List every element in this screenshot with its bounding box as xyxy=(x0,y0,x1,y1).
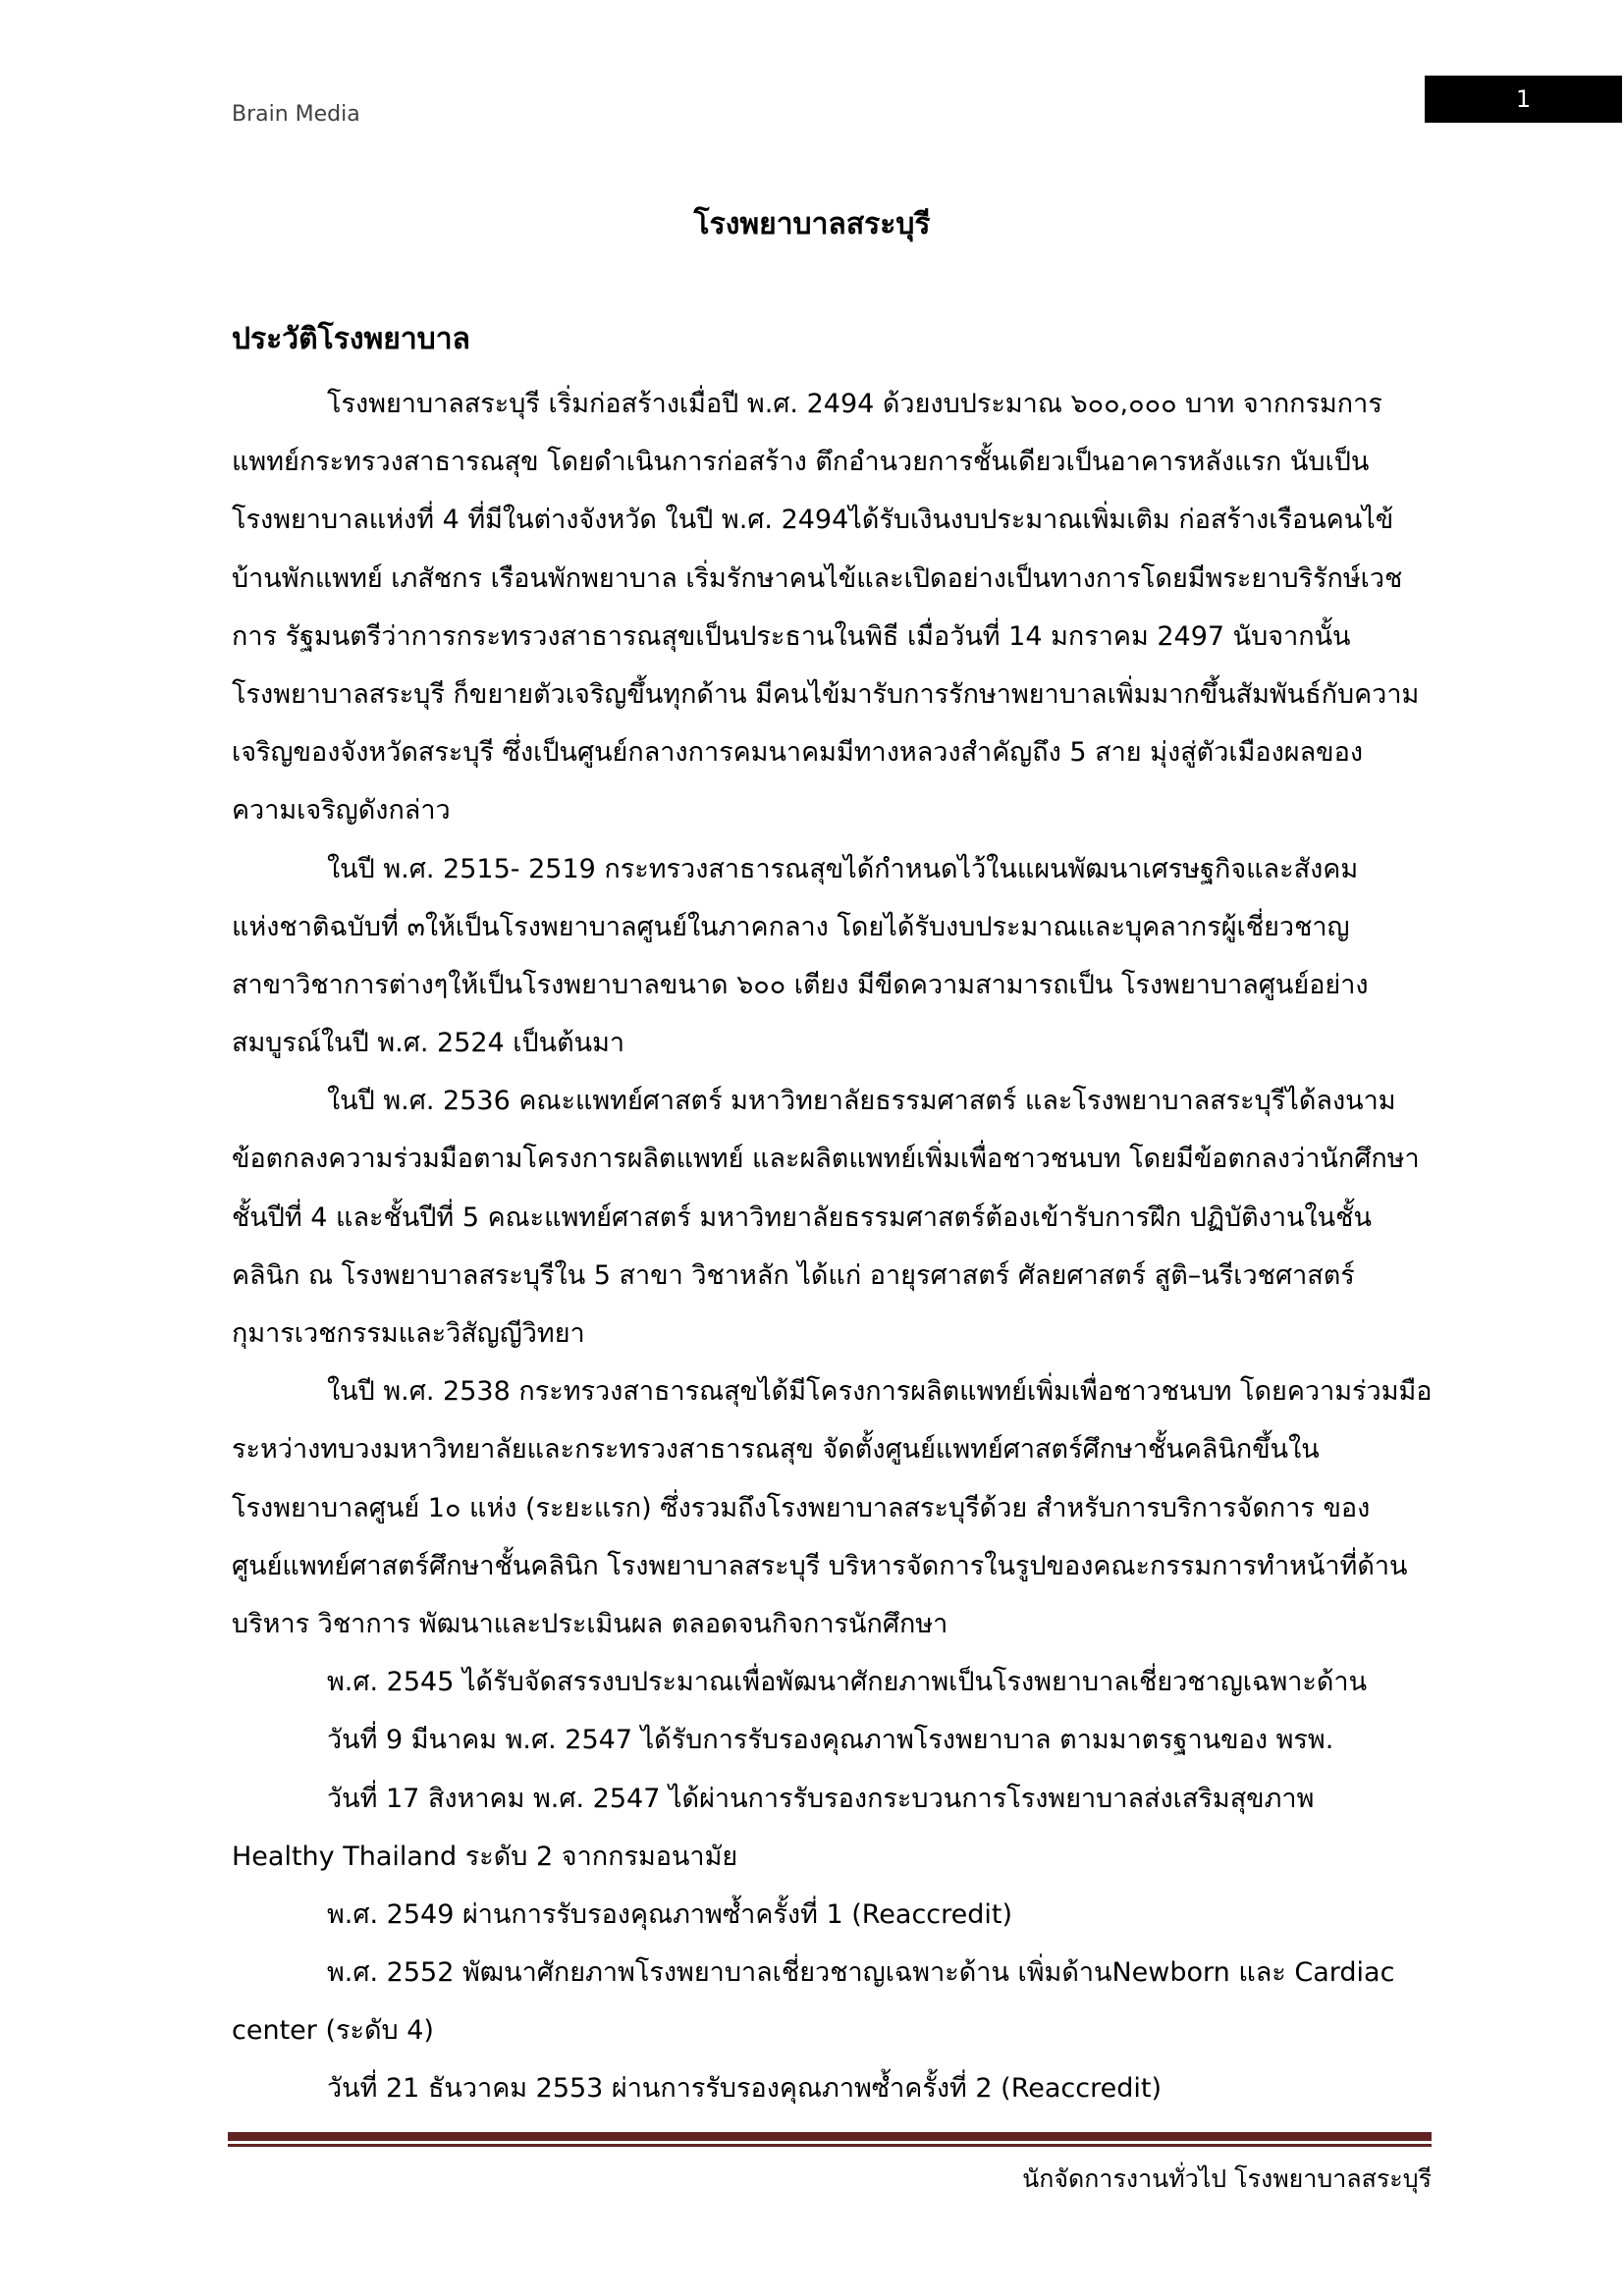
document-title: โรงพยาบาลสระบุรี xyxy=(693,207,931,241)
body-line: พ.ศ. 2545 ได้รับจัดสรรงบประมาณเพื่อพัฒนาศักยภาพเป็นโรงพยาบาลเชี่ยวชาญเฉพาะด้าน xyxy=(327,1667,1368,1698)
body-line: ระหว่างทบวงมหาวิทยาลัยและกระทรวงสาธารณสุข จัดตั้งศูนย์แพทย์ศาสตร์ศึกษาชั้นคลินิกขึ้นใน xyxy=(232,1434,1320,1466)
body-line: โรงพยาบาลสระบุรี เริ่มก่อสร้างเมื่อปี พ.ศ. 2494 ด้วยงบประมาณ ๖๐๐,๐๐๐ บาท จากกรมการ xyxy=(327,389,1382,419)
body-line: พ.ศ. 2549 ผ่านการรับรองคุณภาพซ้ำครั้งที่ 1 (Reaccredit) xyxy=(327,1898,1013,1930)
footer-text: นักจัดการงานทั่วไป โรงพยาบาลสระบุรี xyxy=(1022,2164,1432,2193)
body-line: ศูนย์แพทย์ศาสตร์ศึกษาชั้นคลินิก โรงพยาบาลสระบุรี บริหารจัดการในรูปของคณะกรรมการทำหน้าที่ด้าน xyxy=(232,1550,1408,1581)
document-body xyxy=(232,375,1432,2118)
body-line: พ.ศ. 2552 พัฒนาศักยภาพโรงพยาบาลเชี่ยวชาญเฉพาะด้าน เพิ่มด้านNewborn และ Cardiac xyxy=(327,1957,1395,1989)
footer-rule-thin xyxy=(228,2144,1432,2147)
body-line: บริหาร วิชาการ พัฒนาและประเมินผล ตลอดจนกิจการนักศึกษา xyxy=(232,1608,948,1639)
body-line: วันที่ 17 สิงหาคม พ.ศ. 2547 ได้ผ่านการรับรองกระบวนการโรงพยาบาลส่งเสริมสุขภาพ xyxy=(327,1783,1315,1814)
body-line: โรงพยาบาลแห่งที่ 4 ที่มีในต่างจังหวัด ในปี พ.ศ. 2494ได้รับเงินงบประมาณเพิ่มเติม ก่อสร้างเรือนคนไข้ xyxy=(232,505,1394,536)
body-line: บ้านพักแพทย์ เภสัชกร เรือนพักพยาบาล เริ่มรักษาคนไข้และเปิดอย่างเป็นทางการโดยมีพระยาบริรักษ์เวช xyxy=(232,562,1403,594)
body-line: การ รัฐมนตรีว่าการกระทรวงสาธารณสุขเป็นประธานในพิธี เมื่อวันที่ 14 มกราคม 2497 นับจากนั้น xyxy=(232,620,1351,652)
body-line: โรงพยาบาลสระบุรี ก็ขยายตัวเจริญขึ้นทุกด้าน มีคนไข้มารับการรักษาพยาบาลเพิ่มมากขึ้นสัมพันธ์กับความ xyxy=(232,678,1420,710)
body-line: เจริญของจังหวัดสระบุรี ซึ่งเป็นศูนย์กลางการคมนาคมมีทางหลวงสำคัญถึง 5 สาย มุ่งสู่ตัวเมืองผลของ xyxy=(232,737,1364,769)
body-line: วันที่ 9 มีนาคม พ.ศ. 2547 ได้รับการรับรองคุณภาพโรงพยาบาล ตามมาตรฐานของ พรพ. xyxy=(327,1725,1334,1756)
body-line: ชั้นปีที่ 4 และชั้นปีที่ 5 คณะแพทย์ศาสตร์ มหาวิทยาลัยธรรมศาสตร์ต้องเข้ารับการฝึก ปฏิบัติงานในชั้น xyxy=(232,1201,1372,1233)
body-line: วันที่ 21 ธันวาคม 2553 ผ่านการรับรองคุณภาพซ้ำครั้งที่ 2 (Reaccredit) xyxy=(327,2073,1162,2105)
body-line: สาขาวิชาการต่างๆให้เป็นโรงพยาบาลขนาด ๖๐๐ เตียง มีขีดความสามารถเป็น โรงพยาบาลศูนย์อย่าง xyxy=(232,969,1369,1000)
body-line: สมบูรณ์ในปี พ.ศ. 2524 เป็นต้นมา xyxy=(232,1028,625,1059)
section-heading: ประวัติโรงพยาบาล xyxy=(232,322,470,356)
body-line: ความเจริญดังกล่าว xyxy=(232,795,451,827)
publisher-name: Brain Media xyxy=(232,102,360,127)
page-number-box xyxy=(1425,76,1622,123)
page-number: 1 xyxy=(1515,85,1532,113)
body-line: center (ระดับ 4) xyxy=(232,2015,434,2047)
footer-rule xyxy=(228,2132,1432,2147)
body-line: แห่งชาติฉบับที่ ๓ให้เป็นโรงพยาบาลศูนย์ในภาคกลาง โดยได้รับงบประมาณและบุคลากรผู้เชี่ยวชาญ xyxy=(232,911,1350,942)
body-line: ในปี พ.ศ. 2515- 2519 กระทรวงสาธารณสุขได้กำหนดไว้ในแผนพัฒนาเศรษฐกิจและสังคม xyxy=(327,853,1359,884)
footer-rule-thick xyxy=(228,2132,1432,2141)
body-line: ในปี พ.ศ. 2536 คณะแพทย์ศาสตร์ มหาวิทยาลัยธรรมศาสตร์ และโรงพยาบาลสระบุรีได้ลงนาม xyxy=(327,1086,1396,1117)
body-line: ข้อตกลงความร่วมมือตามโครงการผลิตแพทย์ และผลิตแพทย์เพิ่มเพื่อชาวชนบท โดยมีข้อตกลงว่านักศึกษา xyxy=(232,1144,1420,1175)
body-line: แพทย์กระทรวงสาธารณสุข โดยดำเนินการก่อสร้าง ตึกอำนวยการชั้นเดียวเป็นอาคารหลังแรก นับเป็น xyxy=(232,447,1370,478)
body-line: คลินิก ณ โรงพยาบาลสระบุรีใน 5 สาขา วิชาหลัก ได้แก่ อายุรศาสตร์ ศัลยศาสตร์ สูติ–นรีเวชศาสตร์ xyxy=(232,1259,1355,1291)
body-line: โรงพยาบาลศูนย์ 1๐ แห่ง (ระยะแรก) ซึ่งรวมถึงโรงพยาบาลสระบุรีด้วย สำหรับการบริการจัดการ ของ xyxy=(232,1492,1371,1523)
body-line: Healthy Thailand ระดับ 2 จากกรมอนามัย xyxy=(232,1841,738,1872)
body-line: กุมารเวชกรรมและวิสัญญีวิทยา xyxy=(232,1318,585,1349)
body-line: ในปี พ.ศ. 2538 กระทรวงสาธารณสุขได้มีโครงการผลิตแพทย์เพิ่มเพื่อชาวชนบท โดยความร่วมมือ xyxy=(327,1376,1433,1408)
